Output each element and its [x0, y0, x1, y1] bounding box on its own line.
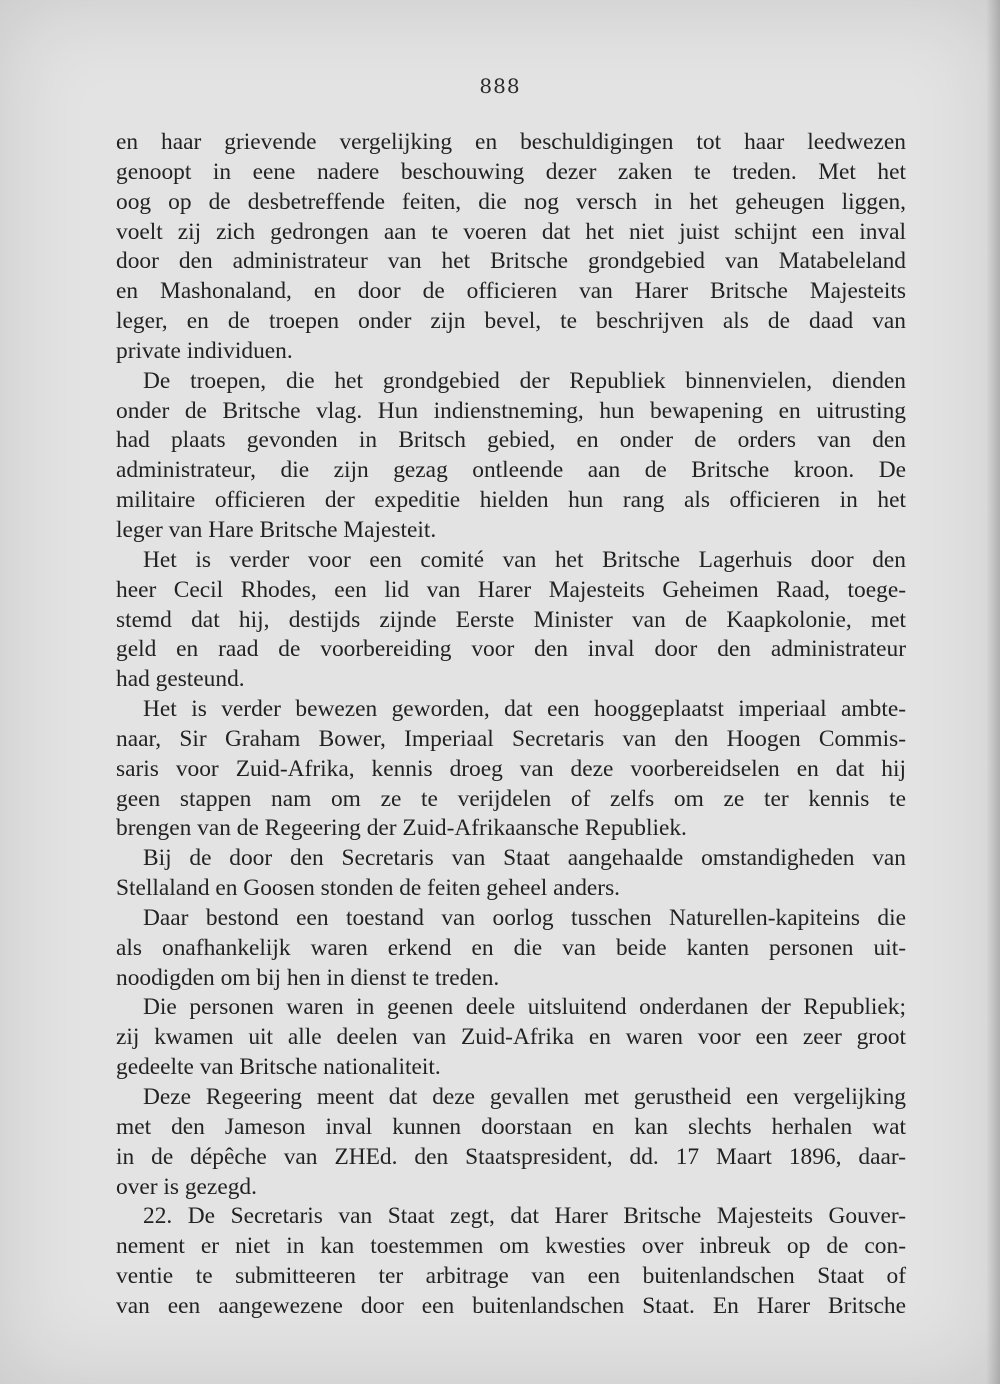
- text-line: voelt zij zich gedrongen aan te voeren dat het niet juist schijnt een inval: [116, 218, 906, 245]
- text-line: De troepen, die het grondgebied der Republiek binnenvielen, dienden: [143, 367, 906, 394]
- text-line: in de dépêche van ZHEd. den Staatspresident, dd. 17 Maart 1896, daar-: [116, 1143, 906, 1170]
- text-line: leger, en de troepen onder zijn bevel, te beschrijven als de daad van: [116, 308, 906, 335]
- text-line: over is gezegd.: [116, 1173, 257, 1200]
- text-line: en haar grievende vergelijking en beschuldigingen tot haar leedwezen: [116, 129, 906, 155]
- text-line: private individuen.: [116, 337, 293, 364]
- text-line: naar, Sir Graham Bower, Imperiaal Secretaris van den Hoogen Commis-: [116, 725, 906, 752]
- text-line: saris voor Zuid-Afrika, kennis droeg van deze voorbereidselen en dat hij: [116, 755, 906, 782]
- text-line: Stellaland en Goosen stonden de feiten geheel anders.: [116, 875, 621, 902]
- page-number: 888: [479, 74, 521, 98]
- text-line: had gesteund.: [116, 666, 245, 693]
- text-line: Die personen waren in geenen deele uitsluitend onderdanen der Republiek;: [143, 994, 906, 1021]
- text-line: als onafhankelijk waren erkend en die van beide kanten personen uit-: [116, 934, 906, 961]
- text-line: militaire officieren der expeditie hielden hun rang als officieren in het: [116, 487, 906, 514]
- text-line: door den administrateur van het Britsche grondgebied van Matabeleland: [116, 248, 906, 275]
- text-line: gedeelte van Britsche nationaliteit.: [116, 1054, 441, 1081]
- text-line: administrateur, die zijn gezag ontleende aan de Britsche kroon. De: [116, 457, 906, 484]
- text-line: Daar bestond een toestand van oorlog tusschen Naturellen-kapiteins die: [143, 904, 906, 931]
- text-line: oog op de desbetreffende feiten, die nog versch in het geheugen liggen,: [116, 188, 906, 215]
- text-line: geld en raad de voorbereiding voor den inval door den administrateur: [116, 636, 906, 663]
- page-edge-shadow: [986, 0, 1000, 1384]
- text-line: zij kwamen uit alle deelen van Zuid-Afrika en waren voor een zeer groot: [116, 1024, 906, 1051]
- text-line: Deze Regeering meent dat deze gevallen met gerustheid een vergelijking: [143, 1084, 906, 1110]
- body-text: [116, 128, 906, 1322]
- text-line: had plaats gevonden in Britsch gebied, en onder de orders van den: [116, 427, 906, 454]
- text-line: van een aangewezene door een buitenlandschen Staat. En Harer Britsche: [116, 1292, 906, 1319]
- text-line: ventie te submitteeren ter arbitrage van een buitenlandschen Staat of: [116, 1263, 906, 1290]
- text-line: met den Jameson inval kunnen doorstaan en kan slechts herhalen wat: [116, 1113, 906, 1140]
- text-line: brengen van de Regeering der Zuid-Afrikaansche Republiek.: [116, 815, 687, 842]
- text-line: onder de Britsche vlag. Hun indienstneming, hun bewapening en uitrusting: [116, 397, 906, 424]
- text-line: stemd dat hij, destijds zijnde Eerste Minister van de Kaapkolonie, met: [116, 606, 906, 633]
- text-line: Bij de door den Secretaris van Staat aangehaalde omstandigheden van: [143, 845, 906, 872]
- text-line: heer Cecil Rhodes, een lid van Harer Majesteits Geheimen Raad, toege-: [116, 576, 906, 603]
- text-line: noodigden om bij hen in dienst te treden.: [116, 964, 500, 991]
- text-line: 22. De Secretaris van Staat zegt, dat Harer Britsche Majesteits Gouver-: [143, 1203, 906, 1230]
- text-line: genoopt in eene nadere beschouwing dezer zaken te treden. Met het: [116, 158, 906, 185]
- text-line: en Mashonaland, en door de officieren van Harer Britsche Majesteits: [116, 278, 906, 305]
- text-line: Het is verder voor een comité van het Britsche Lagerhuis door den: [143, 546, 906, 573]
- text-line: geen stappen nam om ze te verijdelen of zelfs om ze ter kennis te: [116, 785, 906, 812]
- text-line: leger van Hare Britsche Majesteit.: [116, 516, 437, 543]
- text-line: Het is verder bewezen geworden, dat een hooggeplaatst imperiaal ambte-: [143, 696, 906, 723]
- text-line: nement er niet in kan toestemmen om kwesties over inbreuk op de con-: [116, 1233, 906, 1260]
